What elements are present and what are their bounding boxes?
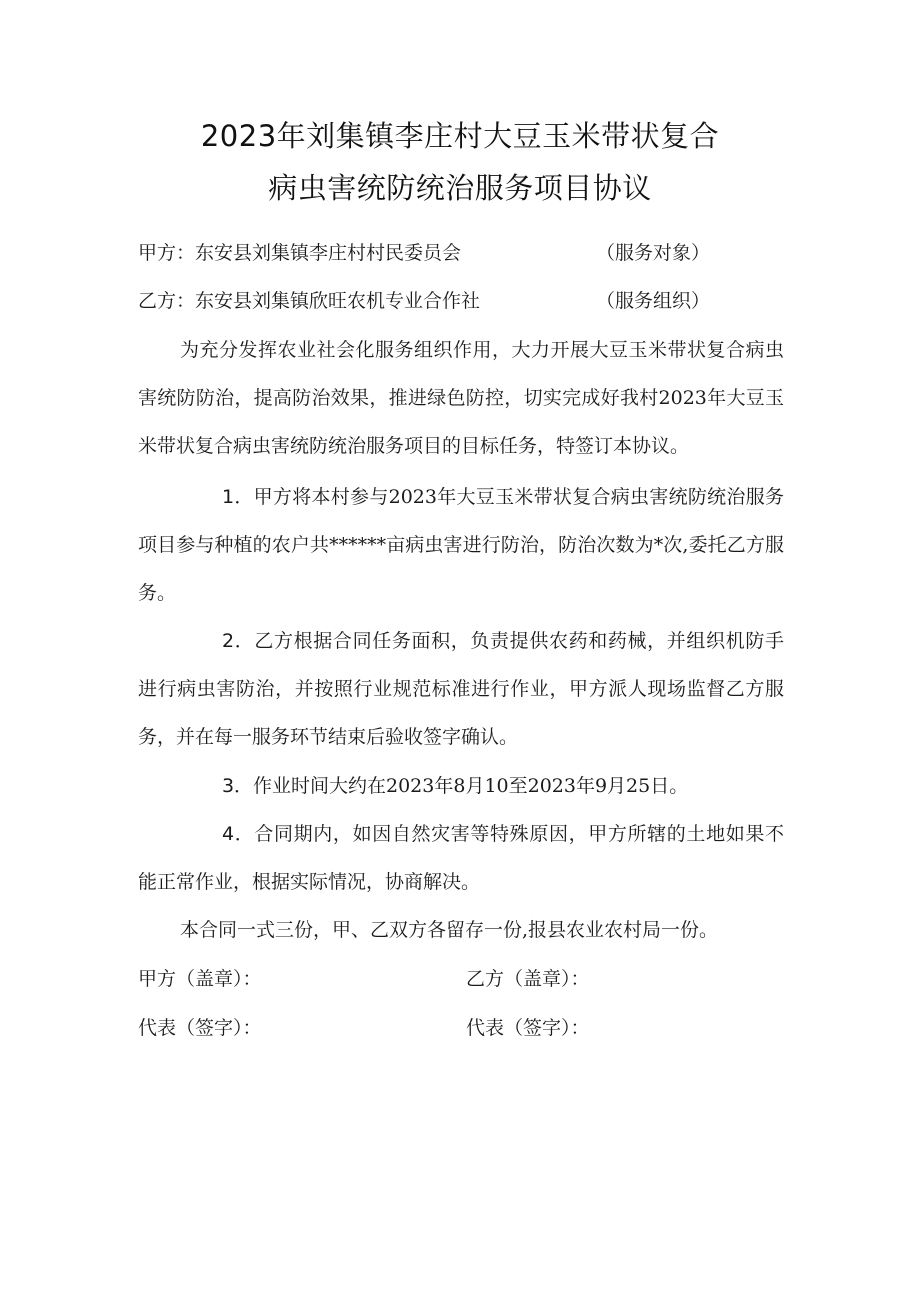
party-a-name: 甲方：东安县刘集镇李庄村村民委员会 — [138, 242, 462, 264]
clause-2-number: 2 — [222, 630, 235, 652]
party-b-representative: 代表（签字）： — [466, 1017, 590, 1039]
clause-1-number: 1 — [222, 486, 235, 508]
party-a-seal: 甲方（盖章）： — [138, 968, 262, 990]
party-b-role: （服务组织） — [596, 290, 711, 312]
clause-4 — [138, 810, 784, 906]
clause-2 — [138, 617, 784, 761]
closing-paragraph: 本合同一式三份，甲、乙双方各留存一份,报县农业农村局一份。 — [180, 919, 719, 941]
clause-3 — [138, 762, 784, 810]
intro-paragraph: 为充分发挥农业社会化服务组织作用，大力开展大豆玉米带状复合病虫害统防防治，提高防治效果，推进绿色防控，切实完成好我村2023年大豆玉米带状复合病虫害统防统治服务项目的目标任务，特签订本协议。 — [138, 339, 784, 457]
clause-4-number: 4 — [222, 823, 235, 845]
clause-1 — [138, 473, 784, 617]
clause-4-text: ．合同期内，如因自然灾害等特殊原因，甲方所辖的土地如果不能正常作业，根据实际情况，协商解决。 — [138, 823, 784, 893]
party-a-representative: 代表（签字）： — [138, 1017, 262, 1039]
clause-3-number: 3 — [222, 775, 235, 797]
party-a-role: （服务对象） — [596, 242, 711, 264]
clause-1-text: ．甲方将本村参与2023年大豆玉米带状复合病虫害统防统治服务项目参与种植的农户共******亩病虫害进行防治，防治次数为*次,委托乙方服务。 — [138, 486, 784, 604]
document-title-line-2: 病虫害统防统治服务项目协议 — [268, 171, 652, 205]
party-b-name: 乙方：东安县刘集镇欣旺农机专业合作社 — [138, 290, 481, 312]
clause-3-text: ．作业时间大约在2023年8月10至2023年9月25日。 — [234, 775, 689, 797]
party-b-seal: 乙方（盖章）： — [466, 968, 590, 990]
clause-2-text: ．乙方根据合同任务面积，负责提供农药和药械，并组织机防手进行病虫害防治，并按照行业规范标准进行作业，甲方派人现场监督乙方服务，并在每一服务环节结束后验收签字确认。 — [138, 630, 784, 748]
document-title-line-1: 2023年刘集镇李庄村大豆玉米带状复合 — [200, 119, 720, 153]
